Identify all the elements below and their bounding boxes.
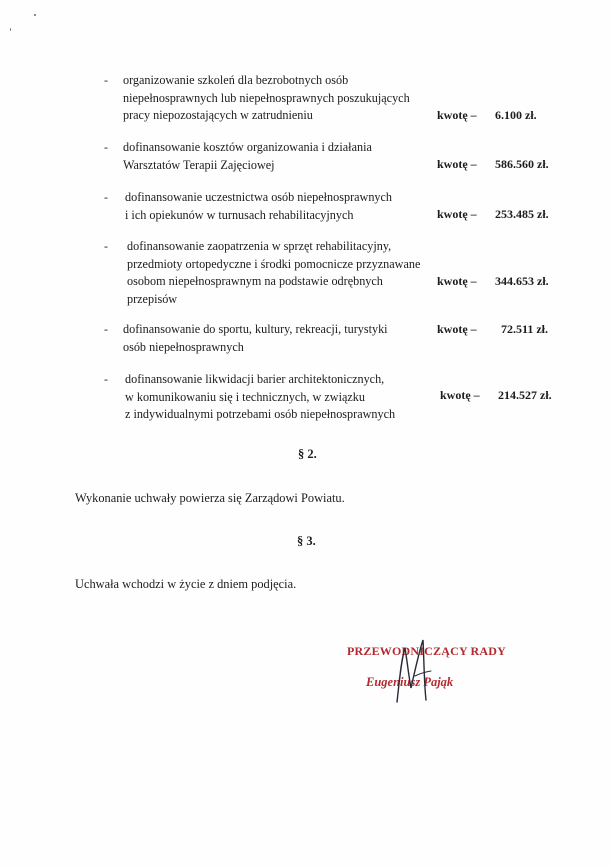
signature-mark (385, 630, 445, 710)
item-amount (437, 156, 549, 174)
amount-value: 586.560 zł. (495, 157, 549, 171)
item-amount (437, 206, 549, 224)
item-line: dofinansowanie do sportu, kultury, rekreacji, turystyki (123, 322, 388, 336)
item-description (123, 72, 441, 125)
item-line: organizowanie szkoleń dla bezrobotnych osób (123, 73, 349, 87)
item-line: i ich opiekunów w turnusach rehabilitacyjnych (125, 207, 354, 222)
amount-value: 214.527 zł. (498, 388, 552, 402)
item-amount (440, 387, 552, 405)
amount-label: kwotę – (437, 274, 477, 288)
amount-label: kwotę – (437, 322, 477, 336)
amount-value: 6.100 zł. (495, 108, 537, 122)
item-line: osobom niepełnosprawnym na podstawie odrębnych (127, 274, 383, 289)
section-heading: § 3. (297, 534, 316, 548)
item-line: dofinansowanie uczestnictwa osób niepełnosprawnych (125, 190, 393, 204)
item-line: przepisów (127, 291, 178, 306)
list-dash: - (104, 190, 108, 204)
item-line: dofinansowanie likwidacji barier architektonicznych, (125, 372, 385, 386)
stamp-title: PRZEWODNICZĄCY RADY (347, 644, 507, 658)
item-line: przedmioty ortopedyczne i środki pomocnicze przyznawane (127, 256, 421, 271)
item-description (125, 189, 443, 224)
scan-speck (10, 28, 11, 31)
list-dash: - (104, 322, 108, 336)
item-line: dofinansowanie zaopatrzenia w sprzęt rehabilitacyjny, (127, 239, 392, 253)
amount-label: kwotę – (437, 108, 477, 122)
item-amount (437, 321, 548, 339)
amount-value: 344.653 zł. (495, 274, 549, 288)
item-description (123, 139, 441, 174)
scan-speck (34, 14, 36, 16)
item-description (125, 371, 443, 424)
amount-label: kwotę – (437, 207, 477, 221)
list-dash: - (104, 239, 108, 253)
item-amount (437, 273, 549, 291)
section-heading: § 2. (298, 447, 317, 461)
item-line: niepełnosprawnych lub niepełnosprawnych poszukujących (123, 90, 410, 105)
amount-label: kwotę – (437, 157, 477, 171)
item-description (123, 321, 441, 356)
item-line: osób niepełnosprawnych (123, 339, 244, 354)
item-line: z indywidualnymi potrzebami osób niepełnosprawnych (125, 407, 396, 422)
amount-value: 253.485 zł. (495, 207, 549, 221)
item-line: dofinansowanie kosztów organizowania i działania (123, 140, 372, 154)
section-text: Uchwała wchodzi w życie z dniem podjęcia. (75, 577, 297, 591)
item-line: w komunikowaniu się i technicznych, w związku (125, 389, 365, 404)
amount-label: kwotę – (440, 388, 480, 402)
item-description (127, 238, 445, 308)
list-dash: - (104, 73, 108, 87)
item-line: Warsztatów Terapii Zajęciowej (123, 157, 275, 172)
item-amount (437, 107, 537, 125)
item-line: pracy niepozostających w zatrudnieniu (123, 108, 313, 123)
amount-value: 72.511 zł. (501, 322, 548, 336)
list-dash: - (104, 372, 108, 386)
stamp-name: Eugeniusz Pająk (366, 675, 454, 689)
section-text: Wykonanie uchwały powierza się Zarządowi Powiatu. (75, 491, 345, 505)
list-dash: - (104, 140, 108, 154)
